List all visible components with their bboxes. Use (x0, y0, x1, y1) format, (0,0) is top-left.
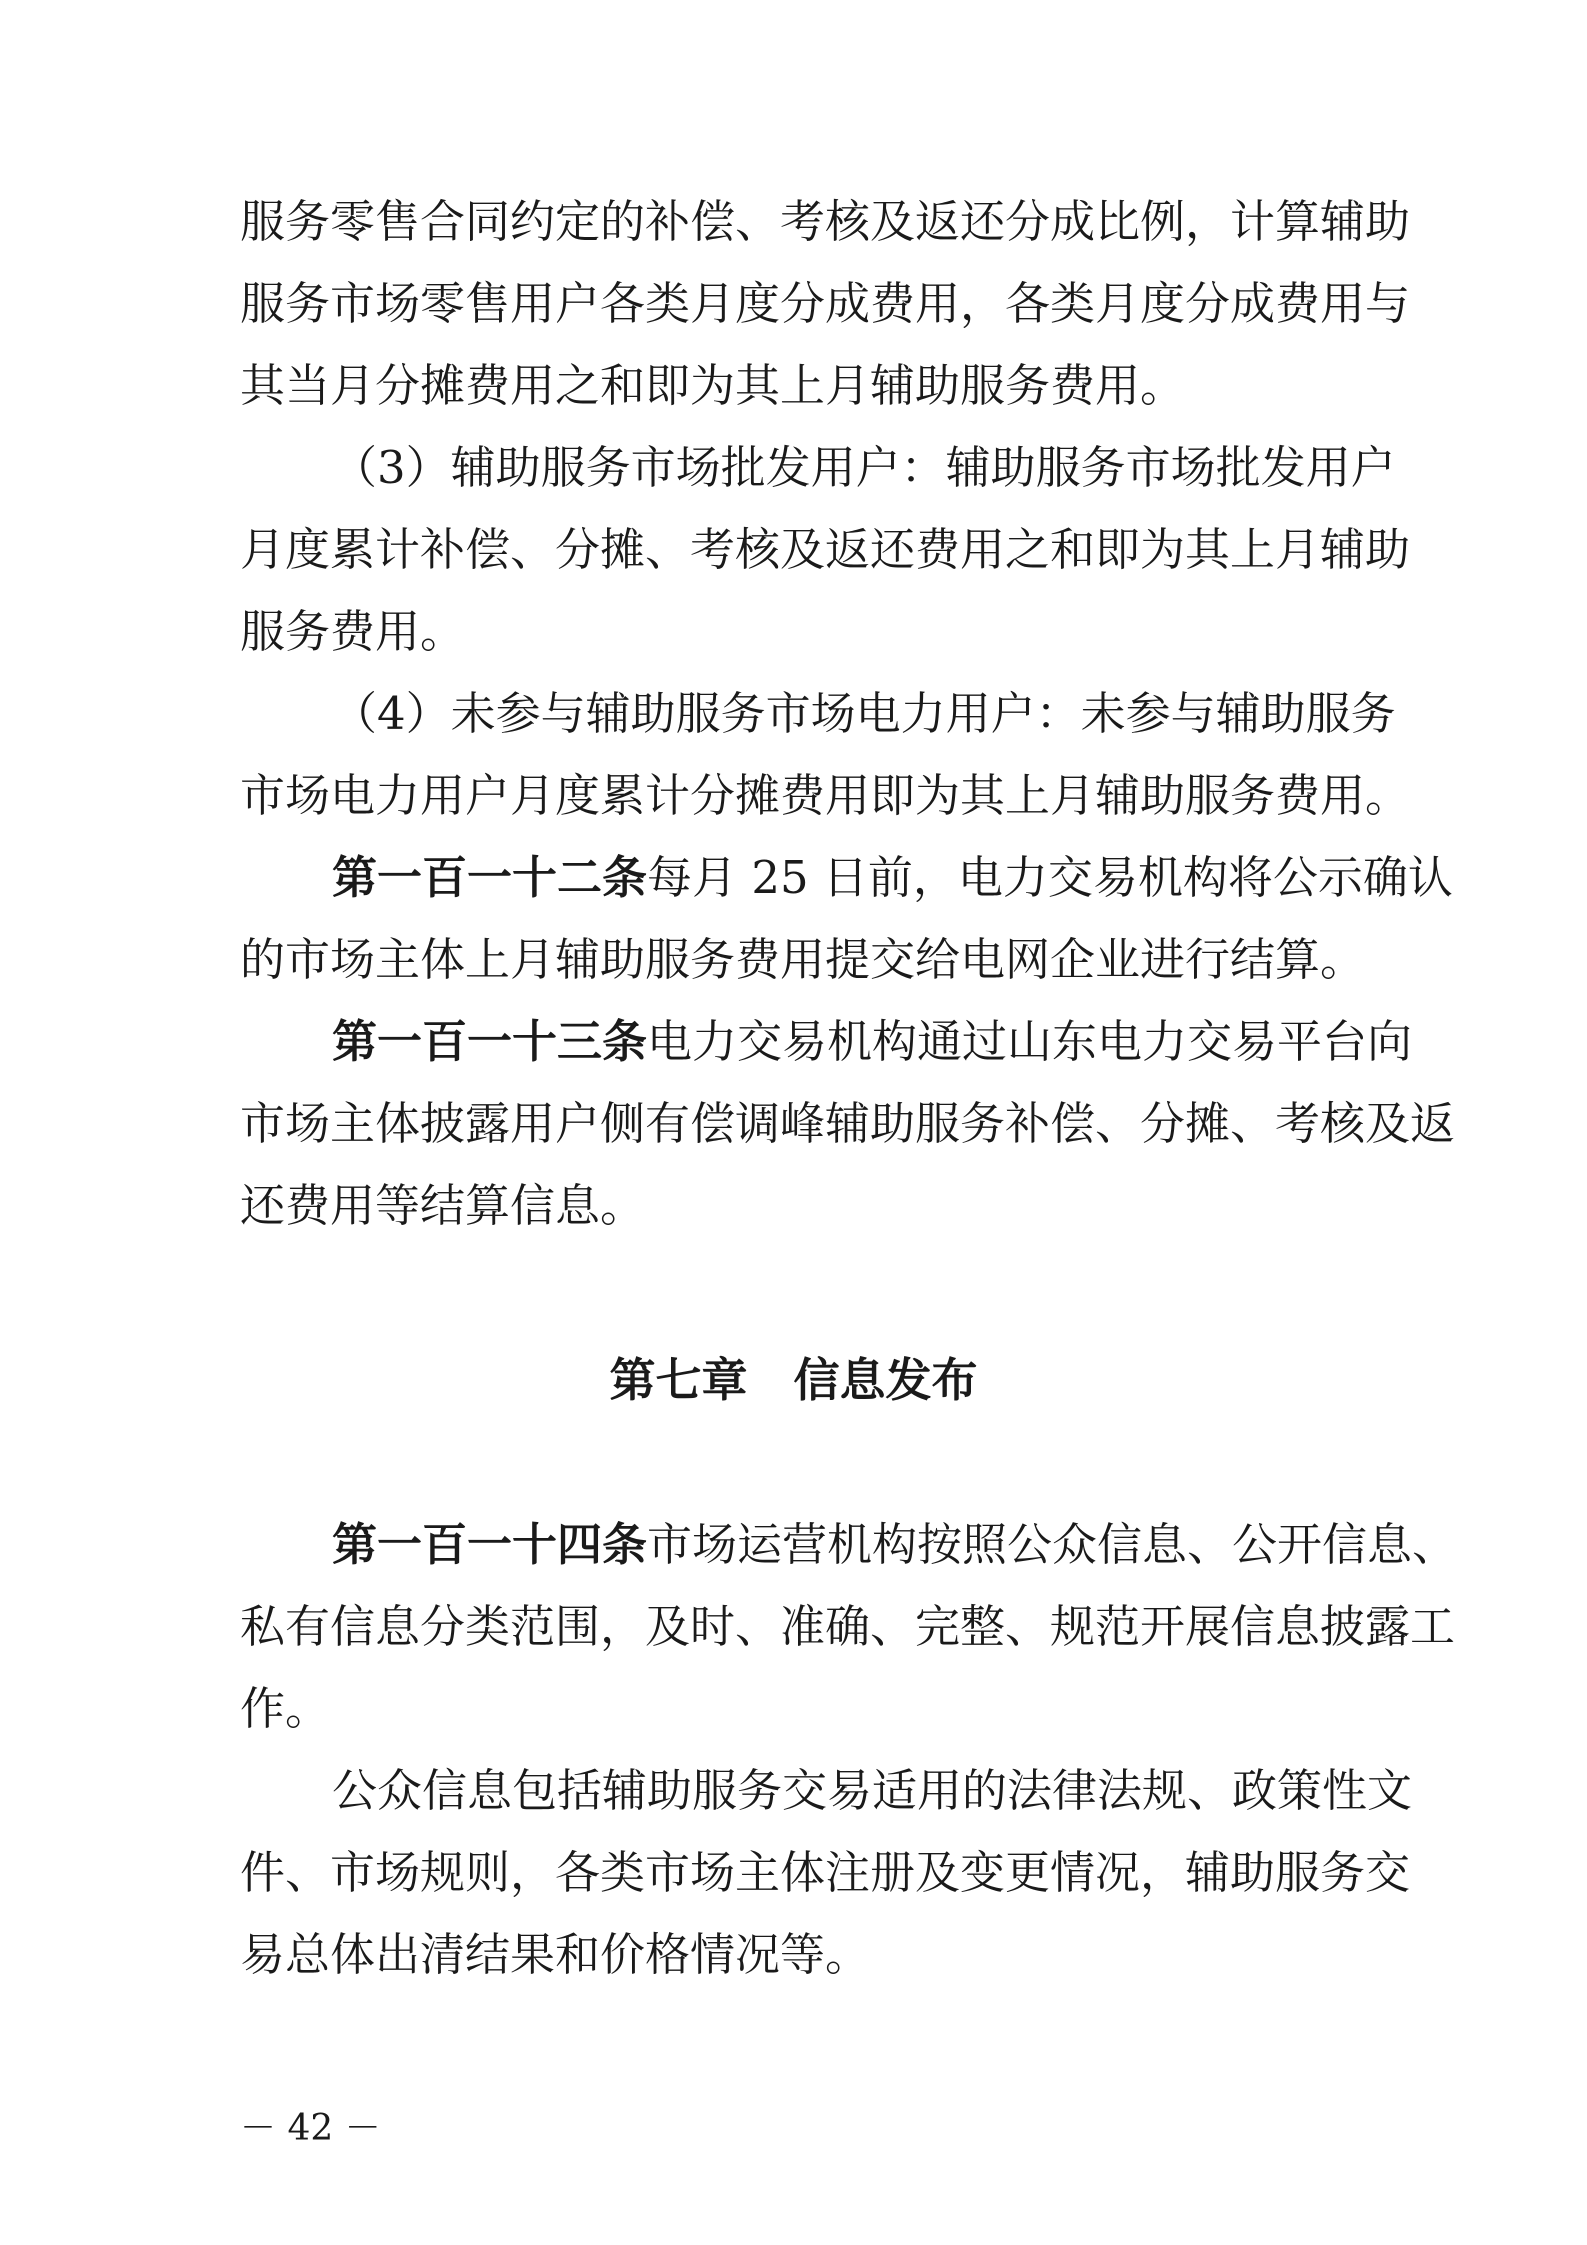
text-line: 件、市场规则，各类市场主体注册及变更情况，辅助服务交 (240, 1846, 1411, 1899)
article-text: 电力交易机构通过山东电力交易平台向 (647, 1015, 1413, 1068)
text-line: 作。 (240, 1682, 331, 1735)
text-line: 月度累计补偿、分摊、考核及返还费用之和即为其上月辅助 (240, 523, 1411, 576)
article-text: 市场运营机构按照公众信息、公开信息、 (647, 1518, 1458, 1571)
article-number: 第一百一十四条 (332, 1518, 648, 1571)
article-112-line (332, 848, 1453, 908)
chapter-title: 信息发布 (793, 1353, 978, 1407)
article-114-line (332, 1515, 1458, 1575)
text-line: 服务费用。 (240, 605, 466, 658)
text-line: 易总体出清结果和价格情况等。 (240, 1928, 871, 1981)
text-line: 服务市场零售用户各类月度分成费用，各类月度分成费用与 (240, 277, 1411, 330)
article-number: 第一百一十二条 (332, 851, 648, 904)
text-line: （3）辅助服务市场批发用户：辅助服务市场批发用户 (332, 441, 1396, 494)
text-line: 市场电力用户月度累计分摊费用即为其上月辅助服务费用。 (240, 769, 1411, 822)
chapter-number: 第七章 (609, 1353, 748, 1407)
text-line: 其当月分摊费用之和即为其上月辅助服务费用。 (240, 359, 1186, 412)
text-line: 公众信息包括辅助服务交易适用的法律法规、政策性文 (332, 1764, 1413, 1817)
article-number: 第一百一十三条 (332, 1015, 648, 1068)
text-line: 还费用等结算信息。 (240, 1179, 646, 1232)
text-line: 市场主体披露用户侧有偿调峰辅助服务补偿、分摊、考核及返 (240, 1097, 1456, 1150)
chapter-heading (0, 1350, 1587, 1410)
article-113-line (332, 1012, 1413, 1072)
page-number: － 42 － (240, 2108, 381, 2149)
text-line: 服务零售合同约定的补偿、考核及返还分成比例，计算辅助 (240, 195, 1411, 248)
text-line: 的市场主体上月辅助服务费用提交给电网企业进行结算。 (240, 933, 1366, 986)
text-line: （4）未参与辅助服务市场电力用户：未参与辅助服务 (332, 687, 1396, 740)
text-line: 私有信息分类范围，及时、准确、完整、规范开展信息披露工 (240, 1600, 1456, 1653)
article-text: 每月 25 日前，电力交易机构将公示确认 (647, 851, 1453, 904)
